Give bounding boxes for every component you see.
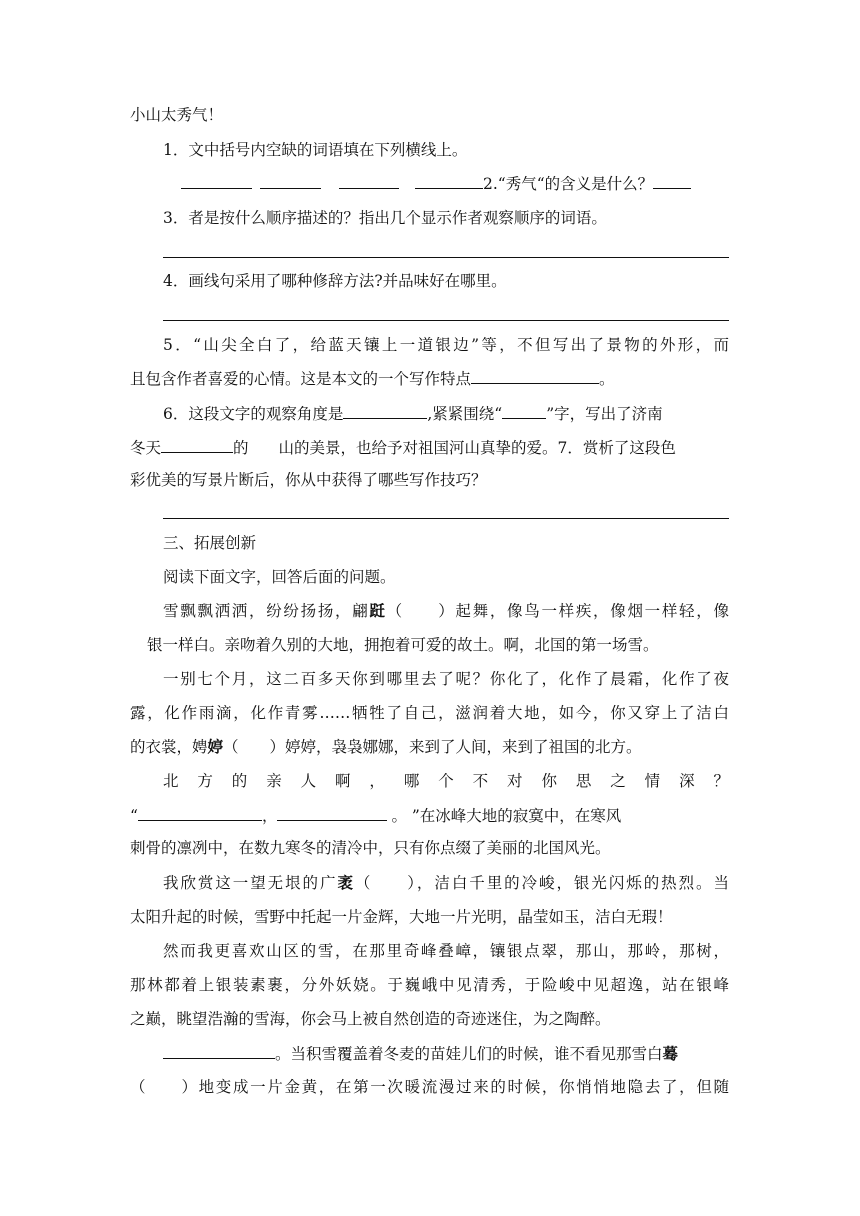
passage-line [130,804,621,827]
passage-text: 刺骨的凛冽中，在数九寒冬的清冷中，只有你点缀了美丽的北国风光。 [130,839,611,857]
passage-text: （ ）婷婷，袅袅娜娜，来到了人间，来到了祖国的北方。 [223,738,642,756]
question-text: 且包含作者喜爱的心情。这是本文的一个写作特点 [130,370,472,388]
passage-line [163,668,729,690]
passage-line [147,634,659,656]
question-4 [163,270,507,292]
passage-text: 一别七个月，这二百多天你到哪里去了呢？你化了，化作了晨霜，化作了夜 [163,670,729,688]
passage-line [163,872,729,894]
question-1 [163,139,467,161]
question-text: 1．文中括号内空缺的词语填在下列横线上。 [163,141,468,159]
answer-blank[interactable] [161,436,233,453]
question-text: 5．“山尖全白了，给蓝天镶上一道银边”等，不但写出了景物的外形，而 [163,336,729,354]
passage-line [163,940,729,962]
question-text: 。 [599,370,615,388]
passage-text: 。 ”在冰峰大地的寂寞中，在寒风 [391,807,622,825]
question-text: ”字，写出了济南 [546,405,663,423]
passage-line [163,1042,678,1065]
question-text: 冬天 [130,439,162,457]
bold-char: 袤 [337,873,355,892]
question-7-cont [130,469,487,491]
passage-text: （ ）地变成一片金黄，在第一次暖流漫过来的时候，你悄悄地隐去了，但随 [130,1078,729,1096]
question-6 [163,402,663,425]
passage-text: 那林都着上银装素裹，分外妖娆。于巍峨中见清秀，于险峻中见超逸，站在银峰 [130,976,729,994]
answer-blank[interactable] [260,172,321,189]
text-line [130,104,223,126]
passage-line [163,770,729,792]
question-text: 山的美景，也给予对祖国河山真挚的爱。7．赏析了这段色 [278,439,676,457]
passage-line [130,736,642,758]
section-heading [163,532,256,554]
passage-text: 小山太秀气！ [130,106,224,124]
passage-line [130,906,673,928]
question-2-line [181,172,691,195]
answer-line[interactable] [163,518,729,519]
answer-blank[interactable] [163,1042,275,1059]
answer-line[interactable] [163,257,729,258]
answer-blank[interactable] [343,402,427,419]
answer-blank[interactable] [339,172,399,189]
passage-line [163,600,729,622]
question-text: ,紧紧围绕“ [427,405,503,423]
passage-line [130,974,729,996]
passage-text: 然而我更喜欢山区的雪，在那里奇峰叠嶂，镶银点翠，那山，那岭，那树， [163,942,729,960]
question-text: 彩优美的写景片断后，你从中获得了哪些写作技巧？ [130,471,487,489]
passage-text: 银一样白。亲吻着久别的大地，拥抱着可爱的故土。啊，北国的第一场雪。 [147,636,659,654]
instruction [163,566,396,588]
bold-char: 婷 [207,737,224,756]
question-5-cont [130,367,615,390]
instruction-text: 阅读下面文字，回答后面的问题。 [163,568,396,586]
passage-text: 雪飘飘洒洒，纷纷扬扬，翩 [163,602,370,620]
passage-text: “ [130,807,138,825]
answer-blank[interactable] [471,367,599,384]
question-5 [163,334,729,356]
question-text: 4．画线句采用了哪种修辞方法?并品味好在哪里。 [163,272,507,290]
answer-blank[interactable] [181,172,252,189]
bold-char: 跹 [369,601,387,620]
passage-text: （ ），洁白千里的冷峻，银光闪烁的热烈。当 [354,874,729,892]
question-text: 6．这段文字的观察角度是 [163,405,344,423]
passage-text: 我欣赏这一望无垠的广 [163,874,338,892]
passage-line [130,702,729,724]
passage-text: 北 方 的 亲 人 啊 ， 哪 个 不 对 你 思 之 情 深 ？ [163,772,729,790]
passage-line [130,837,611,859]
question-text: 的 [233,439,249,457]
answer-blank[interactable] [138,804,262,821]
passage-text: 的衣裳，娉 [130,738,208,756]
passage-text: 之巅，眺望浩瀚的雪海，你会马上被自然创造的奇迹迷住，为之陶醉。 [130,1010,611,1028]
answer-blank[interactable] [653,172,691,189]
passage-text: 露，化作雨滴，化作青雾……牺牲了自己，滋润着大地，如今，你又穿上了洁白 [130,704,729,722]
answer-blank[interactable] [277,804,387,821]
answer-line[interactable] [163,320,729,321]
section-title: 三、拓展创新 [163,534,257,552]
answer-blank[interactable] [415,172,483,189]
question-6-cont [130,436,676,459]
passage-text: ， [261,807,278,825]
passage-line [130,1008,611,1030]
passage-line [130,1076,729,1098]
answer-blank[interactable] [502,402,546,419]
passage-text: 。当积雪覆盖着冬麦的苗娃儿们的时候，谁不看见那雪白 [275,1045,663,1063]
question-text: 2.“秀气“的含义是什么？ [483,175,654,193]
question-text: 3．者是按什么顺序描述的？指出几个显示作者观察顺序的词语。 [163,209,607,227]
bold-char: 蓦 [662,1044,679,1063]
passage-text: 太阳升起的时候，雪野中托起一片金辉，大地一片光明，晶莹如玉，洁白无瑕！ [130,908,673,926]
passage-text: （ ）起舞，像鸟一样疾，像烟一样轻，像 [386,602,729,620]
question-3 [163,207,607,229]
